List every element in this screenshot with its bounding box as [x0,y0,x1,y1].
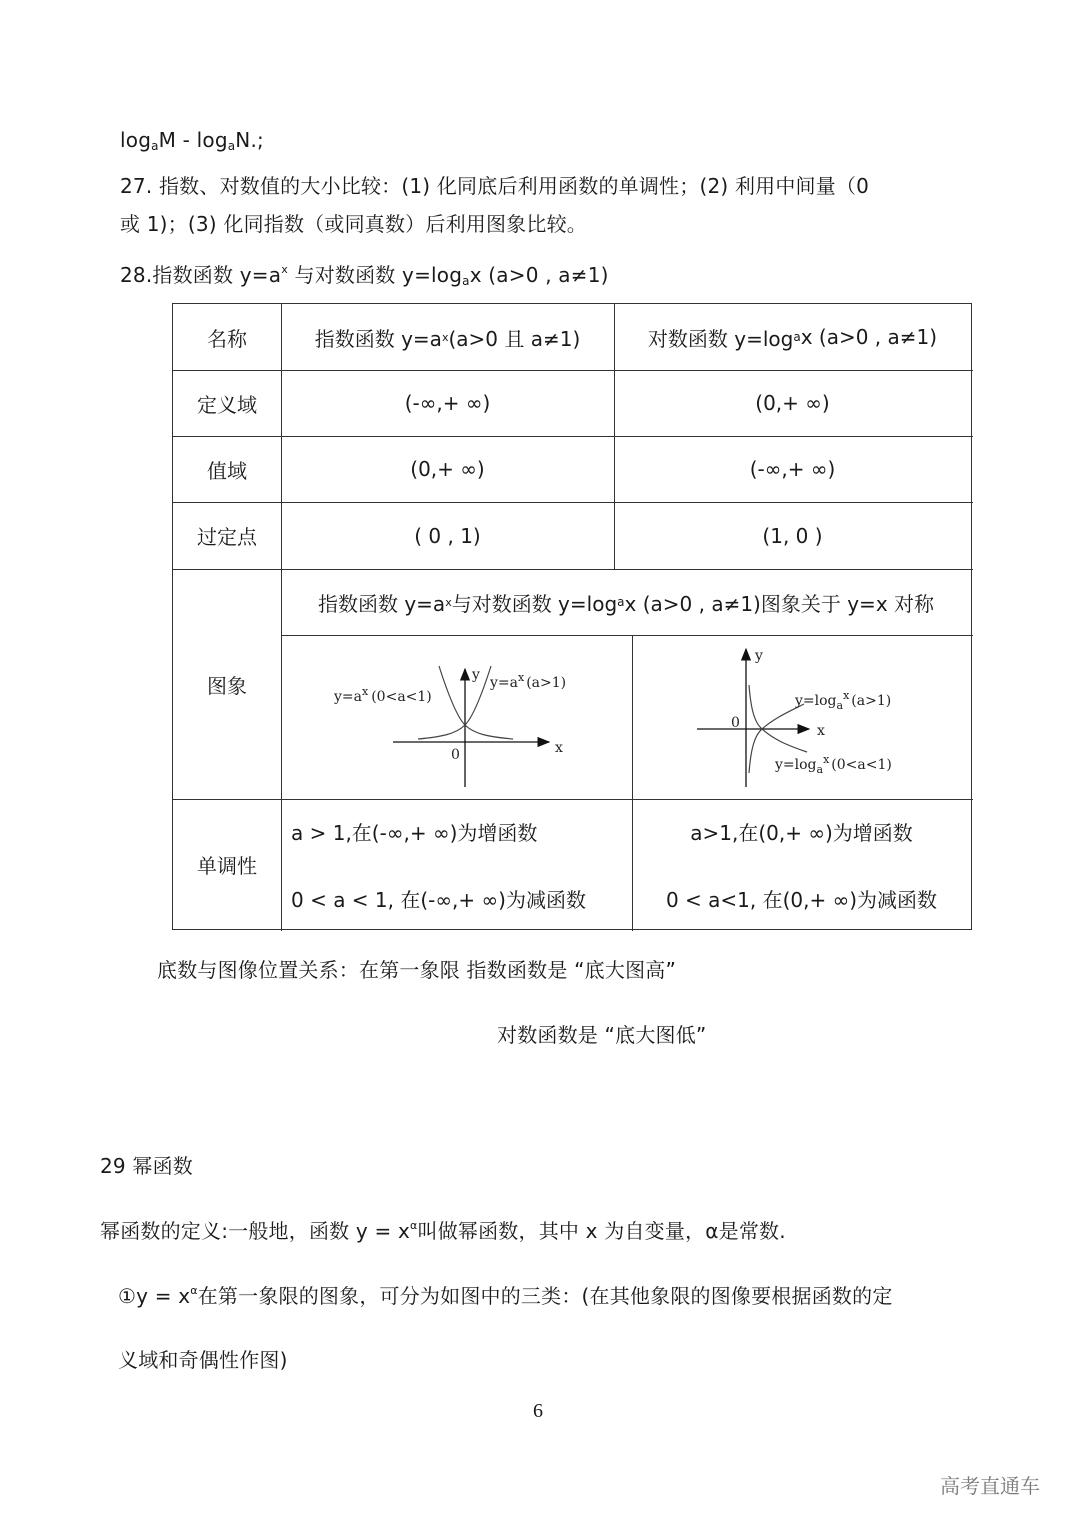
power-function-definition [100,1215,786,1244]
logarithmic-graph [681,641,941,791]
subscript: a [151,139,159,153]
page-number: 6 [533,1400,543,1422]
superscript: x [281,263,288,276]
section-29-title: 29 幂函数 [100,1154,194,1178]
graph-caption [281,569,971,635]
text: 28.指数函数 y=a [120,263,282,287]
header-log [614,304,971,370]
text: 与对数函数 y=log [451,591,618,616]
text: 叫做幂函数，其中 x 为自变量，α是常数. [417,1219,786,1243]
exponential-graph [321,641,601,791]
base-relation-line2: 对数函数是 “底大图低” [497,1023,707,1047]
text: x (a>0 , a≠1) [469,263,609,287]
log-range: (-∞,+ ∞) [749,457,836,481]
superscript: α [190,1284,198,1297]
label-exp-decreasing: $y=a^x$ (0<a<1) [334,685,432,705]
axis-y-label: y [755,648,763,664]
row-label-range: 值域 [207,458,247,483]
item-27-line2: 或 1)；(3) 化同指数（或同真数）后利用图象比较。 [120,212,587,236]
watermark: 高考直通车 [940,1474,1040,1498]
text: 与对数函数 y=log [287,263,463,287]
superscript: α [410,1219,418,1232]
superscript: x [441,330,449,344]
exp-domain: (-∞,+ ∞) [404,391,491,415]
subscript: a [227,139,236,153]
text: M - log [158,128,228,152]
text: 指数函数 y=a [317,591,446,616]
subscript: a [793,330,801,344]
label-log-decreasing: $y=\log_a^x$ (0<a<1) [775,753,892,776]
exp-monotonic-increasing: a > 1,在(-∞,+ ∞)为增函数 [291,820,538,845]
origin-label: 0 [731,715,740,731]
superscript: x [445,595,452,609]
log-monotonic-increasing: a>1,在(0,+ ∞)为增函数 [690,820,913,845]
text: N.; [235,128,264,152]
exp-range: (0,+ ∞) [410,457,485,481]
exp-monotonic-decreasing: 0 < a < 1, 在(-∞,+ ∞)为减函数 [291,887,586,912]
label-exp-increasing: $y=a^x$ (a>1) [490,671,567,691]
axis-x-label: x [555,740,563,756]
log-domain: (0,+ ∞) [755,391,830,415]
text: 幂函数的定义:一般地，函数 y = x [100,1219,411,1243]
row-label-fixed-point: 过定点 [197,525,257,549]
text: x (a>0 , a≠1)图象关于 y=x 对称 [624,591,935,616]
exp-fixed-point: ( 0 , 1) [414,523,481,548]
subscript: a [617,595,625,609]
text: 对数函数 y=log [647,326,794,351]
base-relation-line1: 底数与图像位置关系：在第一象限 指数函数是 “底大图高” [157,958,677,982]
row-divider [173,799,973,800]
item-27-line1: 27. 指数、对数值的大小比较：(1) 化同底后利用函数的单调性；(2) 利用中间量（0 [120,174,870,198]
comparison-table [172,303,972,930]
row-divider [281,635,973,636]
text: 在第一象限的图象，可分为如图中的三类：(在其他象限的图像要根据函数的定 [197,1284,893,1308]
text: ①y = x [118,1284,191,1308]
formula-continuation [120,128,264,153]
origin-label: 0 [451,747,460,763]
row-label-graph: 图象 [207,673,247,698]
row-label-monotonicity: 单调性 [197,854,257,878]
header-name: 名称 [207,326,247,351]
row-label-domain: 定义域 [197,392,257,417]
text: (a>0 且 a≠1) [448,326,581,351]
power-function-item1-cont: 义域和奇偶性作图) [118,1348,288,1372]
header-exp [281,304,614,370]
log-monotonic-decreasing: 0 < a<1, 在(0,+ ∞)为减函数 [665,887,938,912]
power-function-item1 [118,1280,893,1309]
text: x (a>0 , a≠1) [800,325,938,349]
axis-x-label: x [817,723,825,739]
text: log [120,128,152,152]
subscript: a [462,274,470,288]
axis-y-label: y [472,667,480,683]
label-log-increasing: $y=\log_a^x$ (a>1) [795,689,892,712]
text: 指数函数 y=a [314,326,442,351]
item-28-heading [120,259,609,288]
log-fixed-point: (1, 0 ) [762,523,823,548]
